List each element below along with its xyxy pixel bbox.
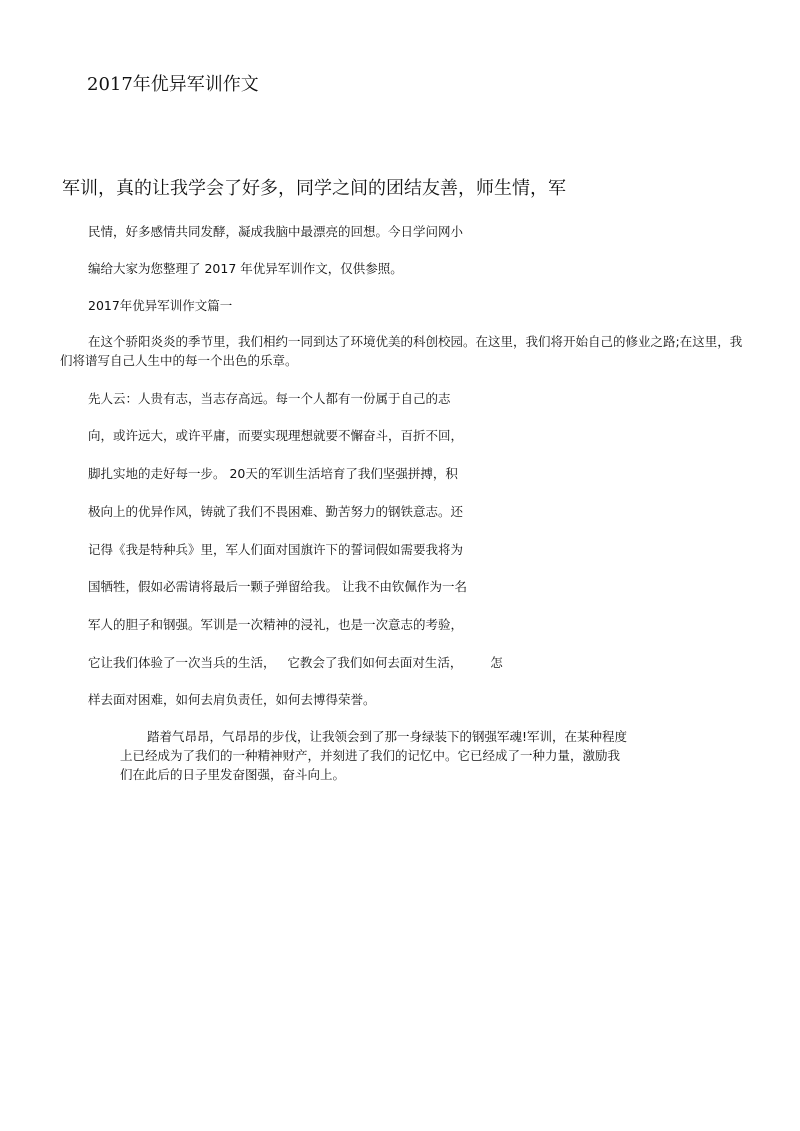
body-line-3: 脚扎实地的走好每一步。 20天的军训生活培育了我们坚强拼搏，积 <box>88 466 458 481</box>
intro-line-1: 民情，好多感情共同发酵，凝成我脑中最漂亮的回想。今日学问网小 <box>88 224 464 239</box>
body-line-5: 记得《我是特种兵》里，军人们面对国旗许下的誓词假如需要我将为 <box>88 542 464 557</box>
body-line-4: 极向上的优异作风，铸就了我们不畏困难、勤苦努力的钢铁意志。还 <box>88 504 464 519</box>
body-line-2: 向，或许远大，或许平庸，而要实现理想就要不懈奋斗，百折不回， <box>88 428 464 443</box>
lead-sentence: 军训，真的让我学会了好多，同学之间的团结友善，师生情，军 <box>62 178 566 199</box>
body-line-7: 军人的胆子和钢强。军训是一次精神的浸礼，也是一次意志的考验， <box>88 617 464 632</box>
body-line-1: 先人云：人贵有志，当志存高远。每一个人都有一份属于自己的志 <box>88 391 451 406</box>
body-line-8: 它让我们体验了一次当兵的生活， 它教会了我们如何去面对生活， 怎 <box>88 655 503 670</box>
final-paragraph-line-1: 踏着气昂昂，气昂昂的步伐，让我领会到了那一身绿装下的钢强军魂!军训，在某种程度 <box>147 729 628 744</box>
body-line-9: 样去面对困难，如何去肩负责任，如何去博得荣誉。 <box>88 692 376 707</box>
final-paragraph-line-2: 上已经成为了我们的一种精神财产，并刻进了我们的记忆中。它已经成了一种力量，激励我 <box>120 748 621 763</box>
section-heading: 2017年优异军训作文篇一 <box>88 298 233 313</box>
paragraph-1: 在这个骄阳炎炎的季节里，我们相约一同到达了环境优美的科创校园。在这里，我们将开始自己的修业之路;在这里，我们将谱写自己人生中的每一个出色的乐章。 <box>60 334 743 368</box>
document-title: 2017年优异军训作文 <box>87 74 259 95</box>
intro-line-2: 编给大家为您整理了 2017 年优异军训作文，仅供参照。 <box>88 261 403 276</box>
final-paragraph-line-3: 们在此后的日子里发奋图强，奋斗向上。 <box>120 767 346 782</box>
body-line-6: 国牺牲，假如必需请将最后一颗子弹留给我。 让我不由钦佩作为一名 <box>88 579 467 594</box>
